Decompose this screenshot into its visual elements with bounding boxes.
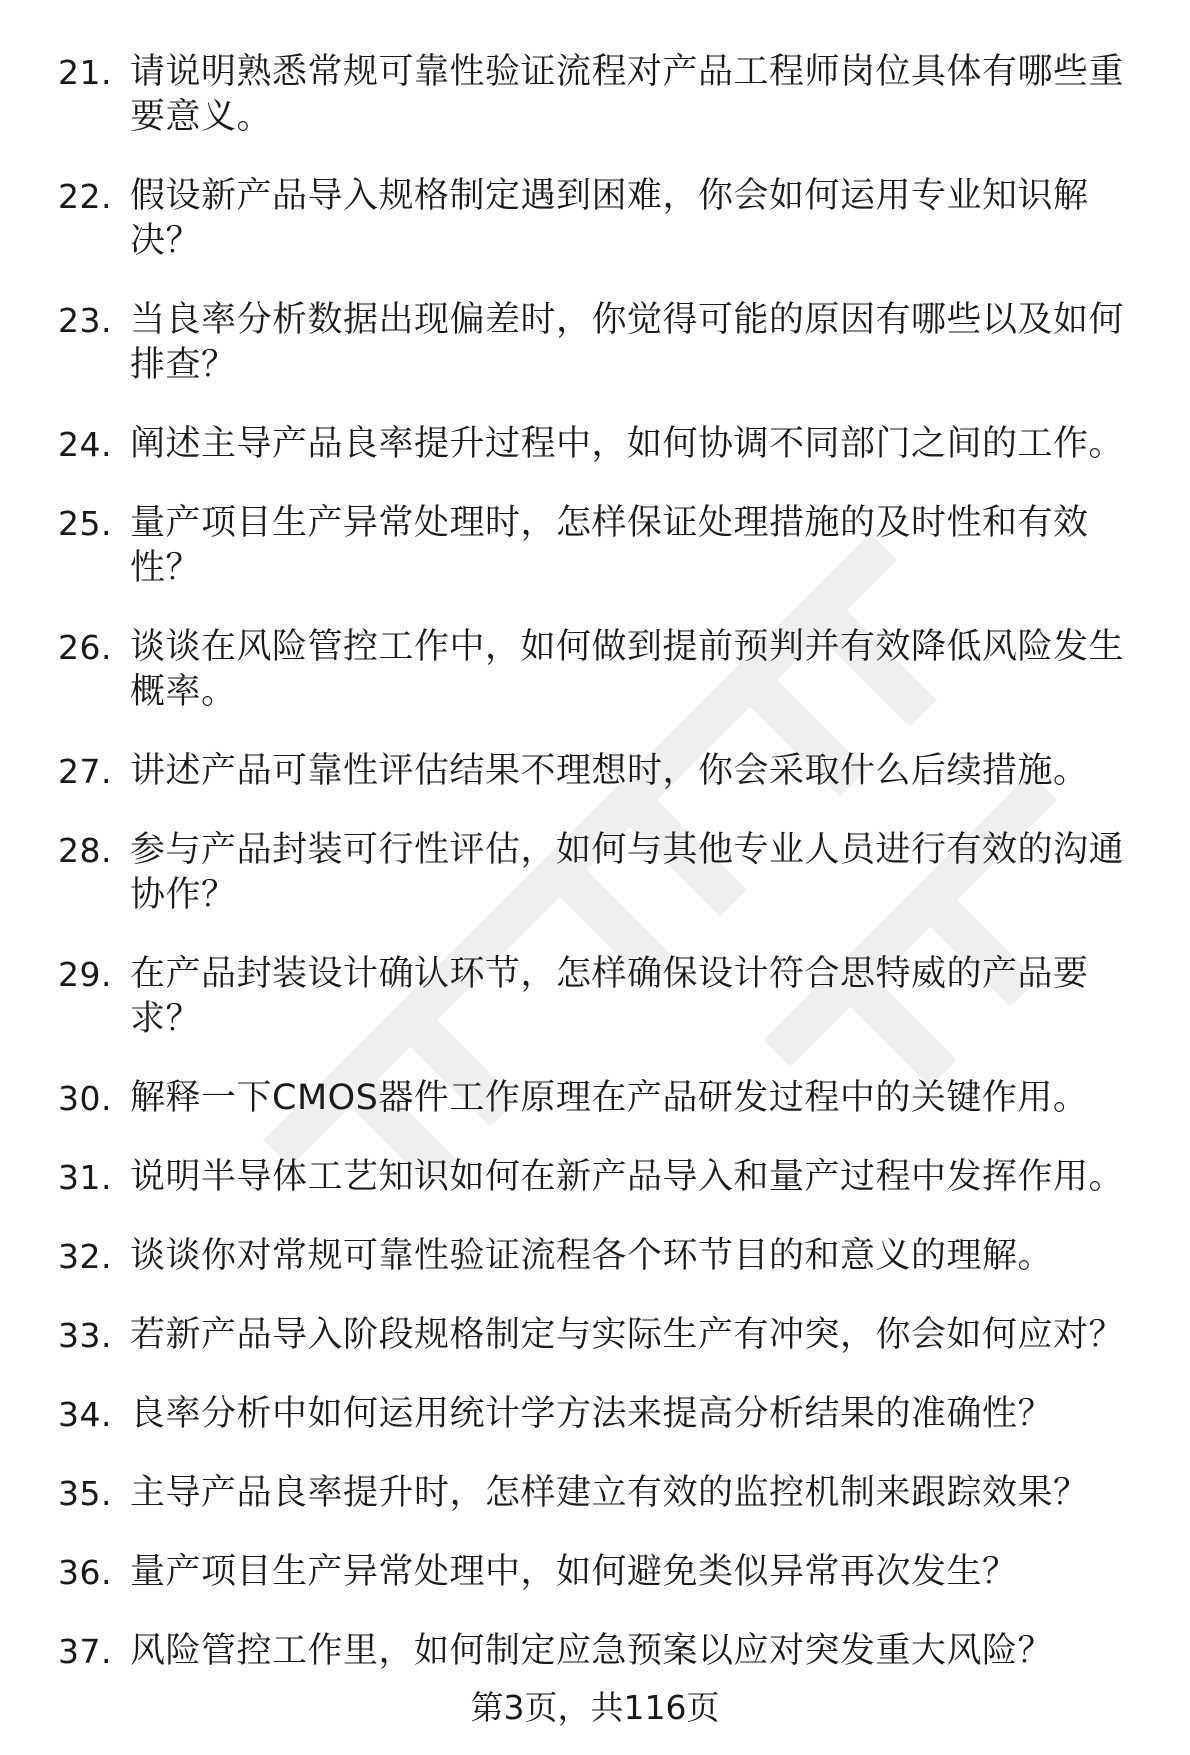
question-text: 量产项目生产异常处理时，怎样保证处理措施的及时性和有效性？	[130, 503, 1089, 588]
question-number: 26.	[58, 628, 112, 667]
question-text: 参与产品封装可行性评估，如何与其他专业人员进行有效的沟通协作？	[130, 830, 1125, 915]
question-item	[58, 1155, 1148, 1200]
question-number: 35.	[58, 1474, 112, 1513]
question-number: 24.	[58, 425, 112, 464]
question-number: 36.	[58, 1553, 112, 1592]
question-item	[58, 1076, 1148, 1121]
question-number: 34.	[58, 1395, 112, 1434]
question-item	[58, 1471, 1148, 1516]
question-item	[58, 501, 1148, 591]
question-number: 28.	[58, 831, 112, 870]
question-item	[58, 1550, 1148, 1595]
question-text: 风险管控工作里，如何制定应急预案以应对突发重大风险？	[130, 1631, 1054, 1671]
question-number: 21.	[58, 53, 112, 92]
question-text: 解释一下CMOS器件工作原理在产品研发过程中的关键作用。	[130, 1078, 1089, 1118]
question-text: 谈谈在风险管控工作中，如何做到提前预判并有效降低风险发生概率。	[130, 627, 1125, 712]
question-item	[58, 625, 1148, 715]
question-number: 29.	[58, 955, 112, 994]
page-footer: 第3页，共116页	[470, 1688, 720, 1727]
question-number: 33.	[58, 1316, 112, 1355]
question-item	[58, 50, 1148, 140]
question-text: 若新产品导入阶段规格制定与实际生产有冲突，你会如何应对？	[130, 1315, 1125, 1355]
question-text: 假设新产品导入规格制定遇到困难，你会如何运用专业知识解决？	[130, 176, 1089, 261]
question-list	[58, 50, 1148, 1708]
question-item	[58, 174, 1148, 264]
question-number: 32.	[58, 1237, 112, 1276]
question-number: 37.	[58, 1632, 112, 1671]
question-text: 阐述主导产品良率提升过程中，如何协调不同部门之间的工作。	[130, 424, 1125, 464]
question-number: 25.	[58, 504, 112, 543]
question-text: 请说明熟悉常规可靠性验证流程对产品工程师岗位具体有哪些重要意义。	[130, 52, 1125, 137]
question-text: 在产品封装设计确认环节，怎样确保设计符合思特威的产品要求？	[130, 954, 1089, 1039]
question-text: 量产项目生产异常处理中，如何避免类似异常再次发生？	[130, 1552, 1018, 1592]
question-text: 讲述产品可靠性评估结果不理想时，你会采取什么后续措施。	[130, 751, 1089, 791]
question-text: 良率分析中如何运用统计学方法来提高分析结果的准确性？	[130, 1394, 1054, 1434]
question-item	[58, 1392, 1148, 1437]
question-number: 27.	[58, 752, 112, 791]
question-number: 30.	[58, 1079, 112, 1118]
question-item	[58, 749, 1148, 794]
question-item	[58, 952, 1148, 1042]
question-text: 当良率分析数据出现偏差时，你觉得可能的原因有哪些以及如何排查？	[130, 300, 1125, 385]
question-number: 23.	[58, 301, 112, 340]
question-item	[58, 1629, 1148, 1674]
question-text: 说明半导体工艺知识如何在新产品导入和量产过程中发挥作用。	[130, 1157, 1125, 1197]
question-item	[58, 1313, 1148, 1358]
question-item	[58, 828, 1148, 918]
question-item	[58, 1234, 1148, 1279]
question-number: 22.	[58, 177, 112, 216]
question-number: 31.	[58, 1158, 112, 1197]
question-text: 谈谈你对常规可靠性验证流程各个环节目的和意义的理解。	[130, 1236, 1054, 1276]
question-text: 主导产品良率提升时，怎样建立有效的监控机制来跟踪效果？	[130, 1473, 1089, 1513]
question-item	[58, 298, 1148, 388]
question-item	[58, 422, 1148, 467]
